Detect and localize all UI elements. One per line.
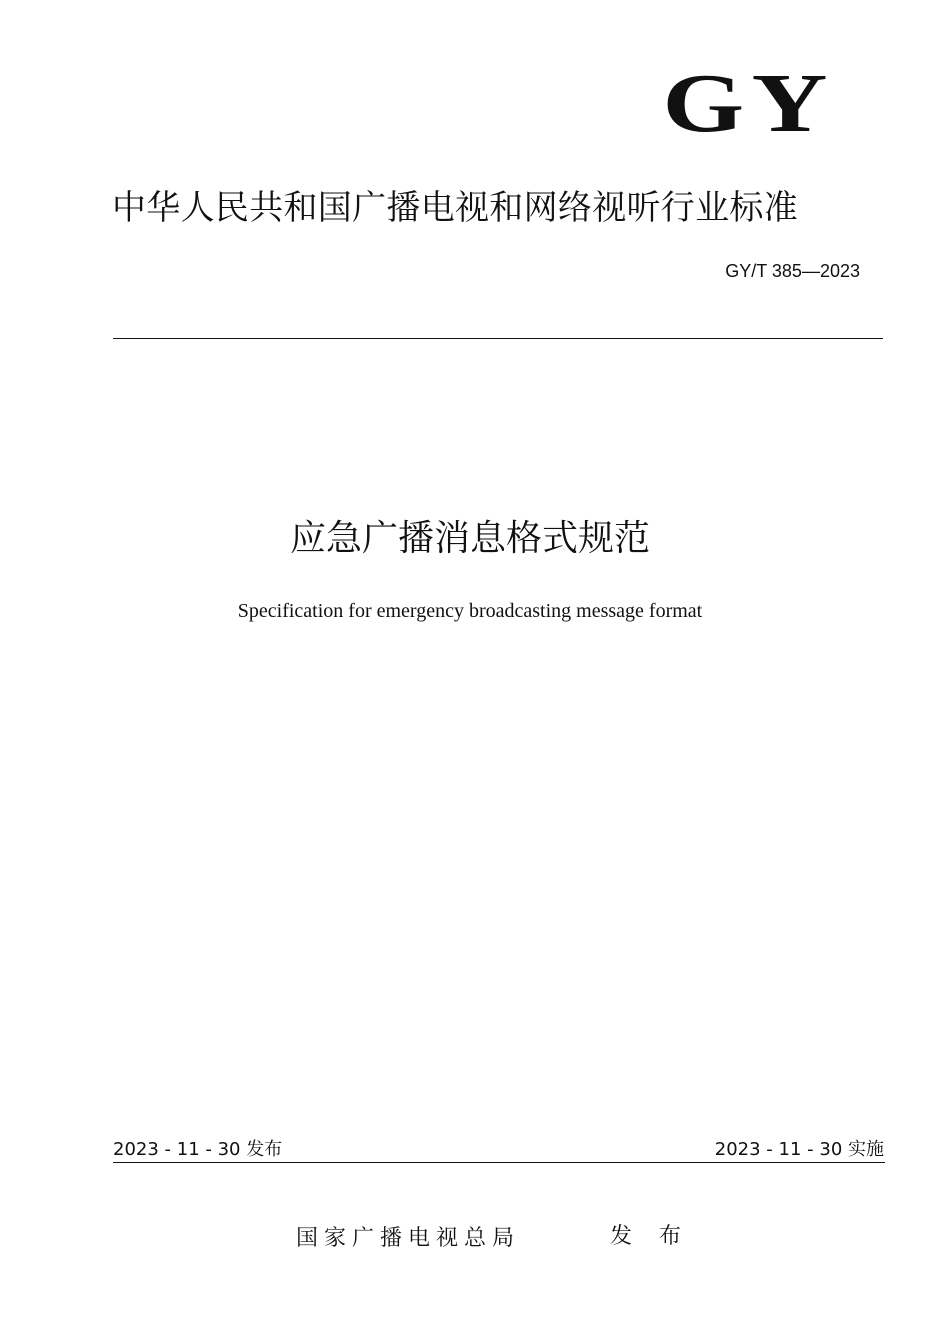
issuing-authority: 国家广播电视总局 [296,1226,521,1251]
standard-number: GY/T 385—2023 [725,261,860,281]
document-title: 应急广播消息格式规范 [289,518,650,559]
issue-label: 发 布 [610,1224,691,1249]
implement-date: 2023 - 11 - 30 实施 [714,1139,884,1160]
industry-standard-title: 中华人民共和国广播电视和网络视听行业标准 [112,188,798,228]
bottom-divider [113,1162,885,1163]
document-title-english: Specification for emergency broadcasting message format [237,600,703,622]
top-divider [113,338,883,339]
gy-logo: GY [662,57,835,150]
publish-date: 2023 - 11 - 30 发布 [113,1139,283,1160]
